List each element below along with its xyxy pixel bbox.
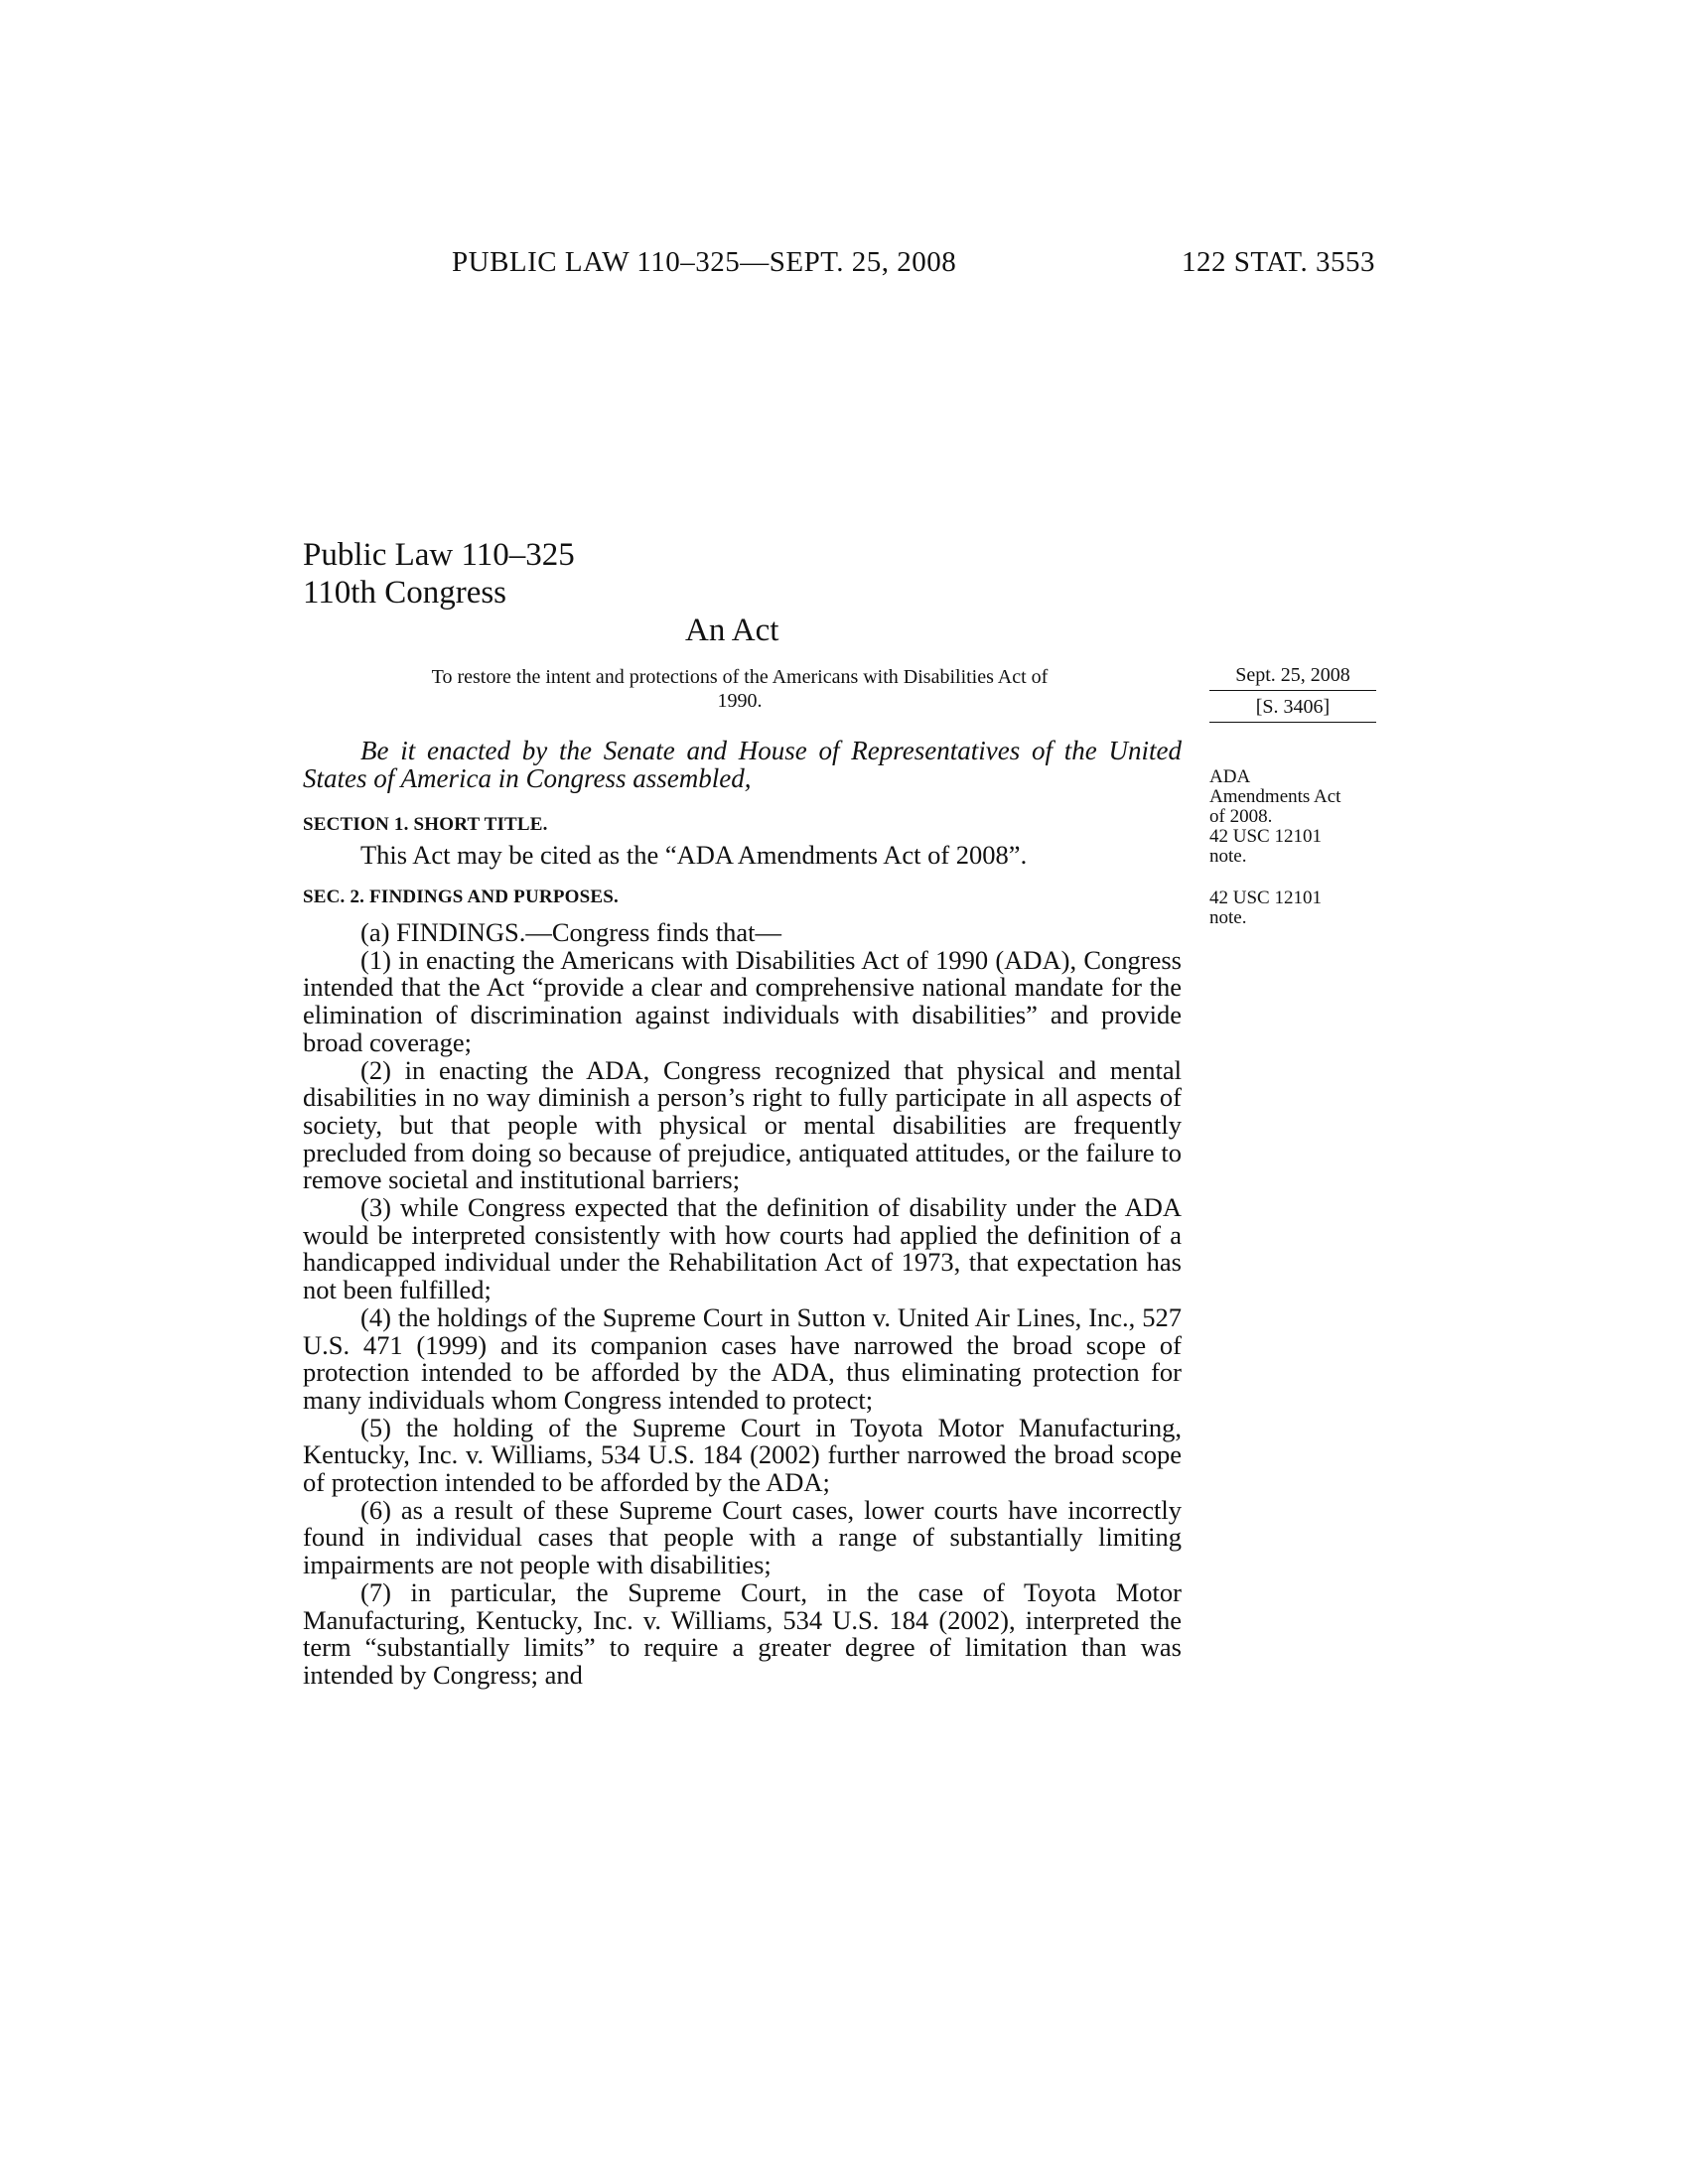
margin-date-box — [1209, 663, 1376, 723]
margin-note-line: Amendments Act — [1209, 786, 1341, 807]
finding-paragraph: (5) the holding of the Supreme Court in Toyota Motor Manufacturing, Kentucky, Inc. v. Williams, 534 U.S. 184 (2002) further narrowed the broad scope of protection intended to be afforded by the ADA; — [303, 1412, 1182, 1498]
act-purpose-line-1: To restore the intent and protections of the Americans with Disabilities Act of — [431, 666, 1049, 688]
running-header — [452, 246, 1375, 286]
margin-note-line: of 2008. — [1209, 806, 1273, 827]
margin-date: Sept. 25, 2008 — [1209, 663, 1376, 691]
congress-number: 110th Congress — [303, 575, 507, 611]
short-title-paragraph: This Act may be cited as the “ADA Amendments Act of 2008”. — [360, 840, 1028, 870]
margin-note-findings — [1209, 888, 1378, 928]
margin-bill-number: [S. 3406] — [1209, 691, 1376, 723]
act-purpose-line-2: 1990. — [717, 690, 763, 712]
finding-paragraph: (3) while Congress expected that the definition of disability under the ADA would be interpreted consistently with how courts had applied the definition of a handicapped individual under the Rehabilitation Act of 1973, that expectation has not been fulfilled; — [303, 1192, 1182, 1305]
section-2-heading: SEC. 2. FINDINGS AND PURPOSES. — [303, 887, 619, 907]
finding-paragraph: (1) in enacting the Americans with Disabilities Act of 1990 (ADA), Congress intended that the Act “provide a clear and comprehensive national mandate for the elimination of discrimination against individuals with disabilities” and provide broad coverage; — [303, 944, 1182, 1057]
finding-paragraph: (2) in enacting the ADA, Congress recognized that physical and mental disabilities in no way diminish a person’s right to fully participate in all aspects of society, but that people with physical or mental disabilities are frequently precluded from doing so because of prejudice, antiquated attitudes, or the failure to remove societal and institutional barriers; — [303, 1054, 1182, 1195]
margin-note-line: note. — [1209, 907, 1247, 928]
statute-page-number: 122 STAT. 3553 — [1181, 246, 1375, 278]
finding-paragraph: (7) in particular, the Supreme Court, in the case of Toyota Motor Manufacturing, Kentucky, Inc. v. Williams, 534 U.S. 184 (2002), interpreted the term “substantially limits” to require a greater degree of limitation than was intended by Congress; and — [303, 1576, 1182, 1690]
running-header-title: PUBLIC LAW 110–325—SEPT. 25, 2008 — [452, 246, 957, 278]
finding-paragraph: (4) the holdings of the Supreme Court in Sutton v. United Air Lines, Inc., 527 U.S. 471 (1999) and its companion cases have narrowed the broad scope of protection intended to be afforded by the ADA, thus eliminating protection for many individuals whom Congress intended to protect; — [303, 1301, 1182, 1415]
section-1-heading: SECTION 1. SHORT TITLE. — [303, 814, 548, 835]
margin-note-line: 42 USC 12101 — [1209, 887, 1322, 908]
act-heading: An Act — [685, 613, 779, 648]
act-purpose — [338, 665, 1142, 713]
findings-label: (a) F — [360, 917, 411, 947]
margin-note-line: 42 USC 12101 — [1209, 826, 1322, 847]
margin-note-short-title — [1209, 767, 1378, 867]
findings-lead — [303, 919, 1182, 947]
findings-label-smallcaps: INDINGS — [410, 917, 519, 947]
findings-block — [303, 919, 1182, 1690]
margin-note-line: note. — [1209, 846, 1247, 867]
law-number: Public Law 110–325 — [303, 537, 575, 573]
enacting-clause: Be it enacted by the Senate and House of Representatives of the United States of America in Congress assembled, — [303, 736, 1182, 793]
margin-note-line: ADA — [1209, 766, 1251, 787]
finding-paragraph: (6) as a result of these Supreme Court cases, lower courts have incorrectly found in individual cases that people with a range of substantially limiting impairments are not people with disabilities; — [303, 1494, 1182, 1580]
law-title-block — [303, 536, 575, 612]
section-1-text — [303, 842, 1182, 870]
findings-lead-text: .—Congress finds that— — [518, 917, 781, 947]
